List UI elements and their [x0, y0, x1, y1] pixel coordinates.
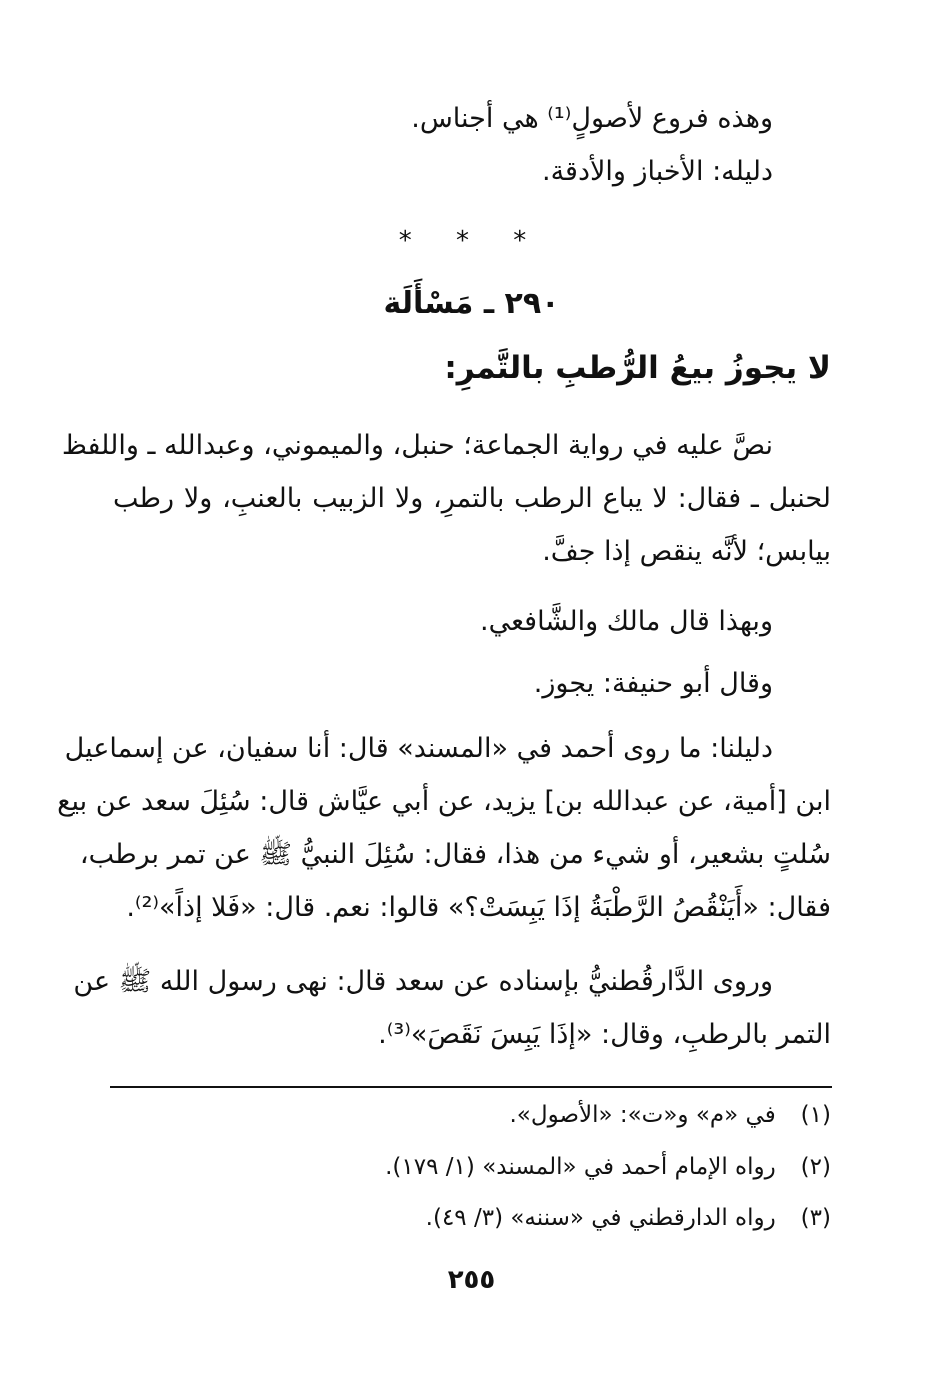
footnote: [426, 1205, 831, 1231]
paragraph-3: [73, 955, 831, 1061]
malik-line: [113, 595, 831, 648]
paragraph-1: [61, 419, 831, 578]
text-line: وروى الدَّارقُطنيُّ بإسناده عن سعد قال: نهى رسول الله ﷺ عن: [73, 966, 773, 997]
footnote-divider: [110, 1086, 832, 1088]
footnote-number: (١): [800, 1102, 831, 1128]
text-line: دليله: الأخباز والأدقة.: [541, 156, 773, 187]
footnote-text: في «م» و«ت»: «الأصول».: [509, 1102, 776, 1128]
footnote-text: رواه الإمام أحمد في «المسند» (١/ ١٧٩).: [385, 1154, 776, 1180]
text-line: سُلتٍ بشعير، أو شيء من هذا، فقال: سُئِلَ النبيُّ ﷺ عن تمر برطب،: [79, 839, 831, 870]
text-line: التمر بالرطبِ، وقال: «إذَا يَبِسَ نَقَصَ»⁽³⁾.: [378, 1019, 831, 1050]
page-number: ٢٥٥: [447, 1265, 496, 1295]
paragraph-2: [57, 722, 831, 934]
main-heading: لا يجوزُ بيعُ الرُّطبِ بالتَّمرِ:: [444, 350, 831, 386]
text-line: بيابس؛ لأنَّه ينقص إذا جفَّ.: [542, 536, 831, 567]
section-separator: * * *: [398, 226, 545, 256]
text-line: وهذه فروع لأصولٍ⁽¹⁾ هي أجناس.: [411, 103, 773, 134]
issue-heading: ٢٩٠ ـ مَسْأَلَة: [383, 286, 560, 321]
abu-hanifa-line: [113, 657, 831, 710]
text-line: دليلنا: ما روى أحمد في «المسند» قال: أنا سفيان، عن إسماعيل: [64, 733, 773, 764]
text-line: وبهذا قال مالك والشَّافعي.: [480, 606, 773, 637]
footnote-number: (٢): [800, 1154, 831, 1180]
footnote: [385, 1154, 831, 1180]
text-line: ابن [أمية، عن عبدالله بن] يزيد، عن أبي عيَّاش قال: سُئِلَ سعد عن بيع: [57, 786, 831, 817]
footnote-number: (٣): [800, 1205, 831, 1231]
intro-lines: [113, 92, 831, 198]
footnote-text: رواه الدارقطني في «سننه» (٣/ ٤٩).: [425, 1205, 776, 1231]
text-line: لحنبل ـ فقال: لا يباع الرطب بالتمرِ، ولا الزبيب بالعنبِ، ولا رطب: [113, 483, 831, 514]
footnote: [509, 1102, 831, 1128]
text-line: نصَّ عليه في رواية الجماعة؛ حنبل، والميموني، وعبدالله ـ واللفظ: [61, 430, 773, 461]
text-line: وقال أبو حنيفة: يجوز.: [533, 668, 773, 699]
text-line: فقال: «أَيَنْقُصُ الرَّطْبَةُ إذَا يَبِسَتْ؟» قالوا: نعم. قال: «فَلا إذاً»⁽²⁾.: [126, 892, 831, 923]
